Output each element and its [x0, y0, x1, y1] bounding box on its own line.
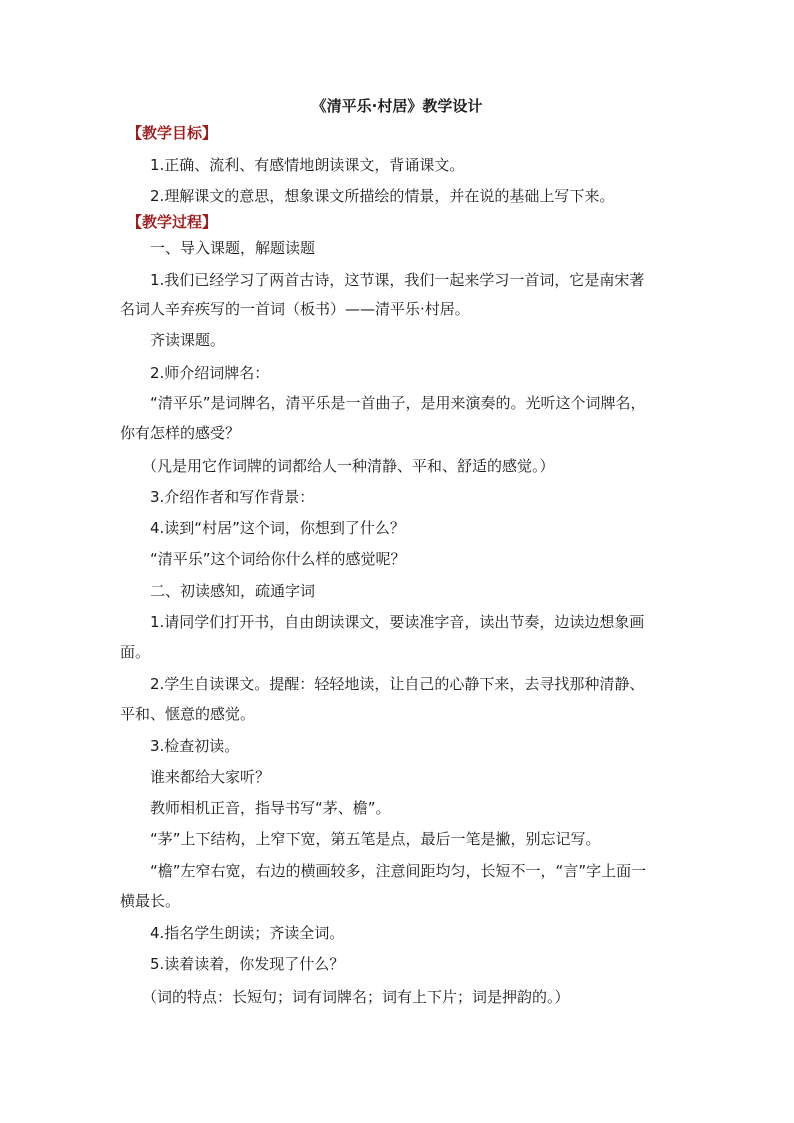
paragraph-line: 教师相机正音，指导书写“茅、檐”。	[150, 799, 391, 817]
paragraph-line: 平和、惬意的感觉。	[120, 705, 256, 723]
paragraph-line: 谁来都给大家听？	[150, 768, 271, 786]
paragraph-line: 3.介绍作者和写作背景：	[150, 488, 315, 506]
paragraph-line: 4.指名学生朗读；齐读全词。	[150, 924, 345, 942]
process-heading: 【教学过程】	[127, 213, 218, 231]
paragraph-line: 4.读到“村居”这个词，你想到了什么？	[150, 519, 405, 537]
paragraph-line: 1.我们已经学习了两首古诗，这节课，我们一起来学习一首词，它是南宋著	[150, 271, 645, 289]
paragraph-line: 你有怎样的感受？	[120, 424, 241, 442]
paragraph-line: 面。	[120, 643, 151, 661]
paragraph-line: 2.学生自读课文。提醒：轻轻地读，让自己的心静下来，去寻找那种清静、	[150, 675, 645, 693]
paragraph-line: （词的特点：长短句；词有词牌名；词有上下片；词是押韵的。）	[142, 988, 570, 1006]
paragraph-line: “清平乐”是词牌名，清平乐是一首曲子，是用来演奏的。光听这个词牌名，	[150, 394, 646, 412]
document-title: 《清平乐·村居》教学设计	[311, 97, 483, 115]
paragraph-line: 2.师介绍词牌名：	[150, 364, 270, 382]
paragraph-line: 横最长。	[120, 892, 181, 910]
paragraph-line: 名词人辛弃疾写的一首词（板书）——清平乐·村居。	[120, 300, 470, 318]
goals-heading: 【教学目标】	[127, 124, 218, 142]
paragraph-line: “清平乐”这个词给你什么样的感觉呢？	[150, 550, 406, 568]
paragraph-line: “檐”左窄右宽，右边的横画较多，注意间距均匀，长短不一，“言”字上面一	[150, 862, 647, 880]
paragraph-line: 1.请同学们打开书，自由朗读课文，要读准字音，读出节奏，边读边想象画	[150, 613, 645, 631]
paragraph-line: （凡是用它作词牌的词都给人一种清静、平和、舒适的感觉。）	[142, 457, 555, 475]
goal-item: 1.正确、流利、有感情地朗读课文，背诵课文。	[150, 156, 465, 174]
section-heading: 二、初读感知，疏通字词	[150, 582, 316, 600]
paragraph-line: 齐读课题。	[150, 331, 226, 349]
paragraph-line: 3.检查初读。	[150, 737, 240, 755]
paragraph-line: “茅”上下结构，上窄下宽，第五笔是点，最后一笔是撇，别忘记写。	[150, 830, 601, 848]
section-heading: 一、导入课题，解题读题	[150, 239, 316, 257]
paragraph-line: 5.读着读着，你发现了什么？	[150, 955, 345, 973]
goal-item: 2.理解课文的意思，想象课文所描绘的情景，并在说的基础上写下来。	[150, 187, 615, 205]
